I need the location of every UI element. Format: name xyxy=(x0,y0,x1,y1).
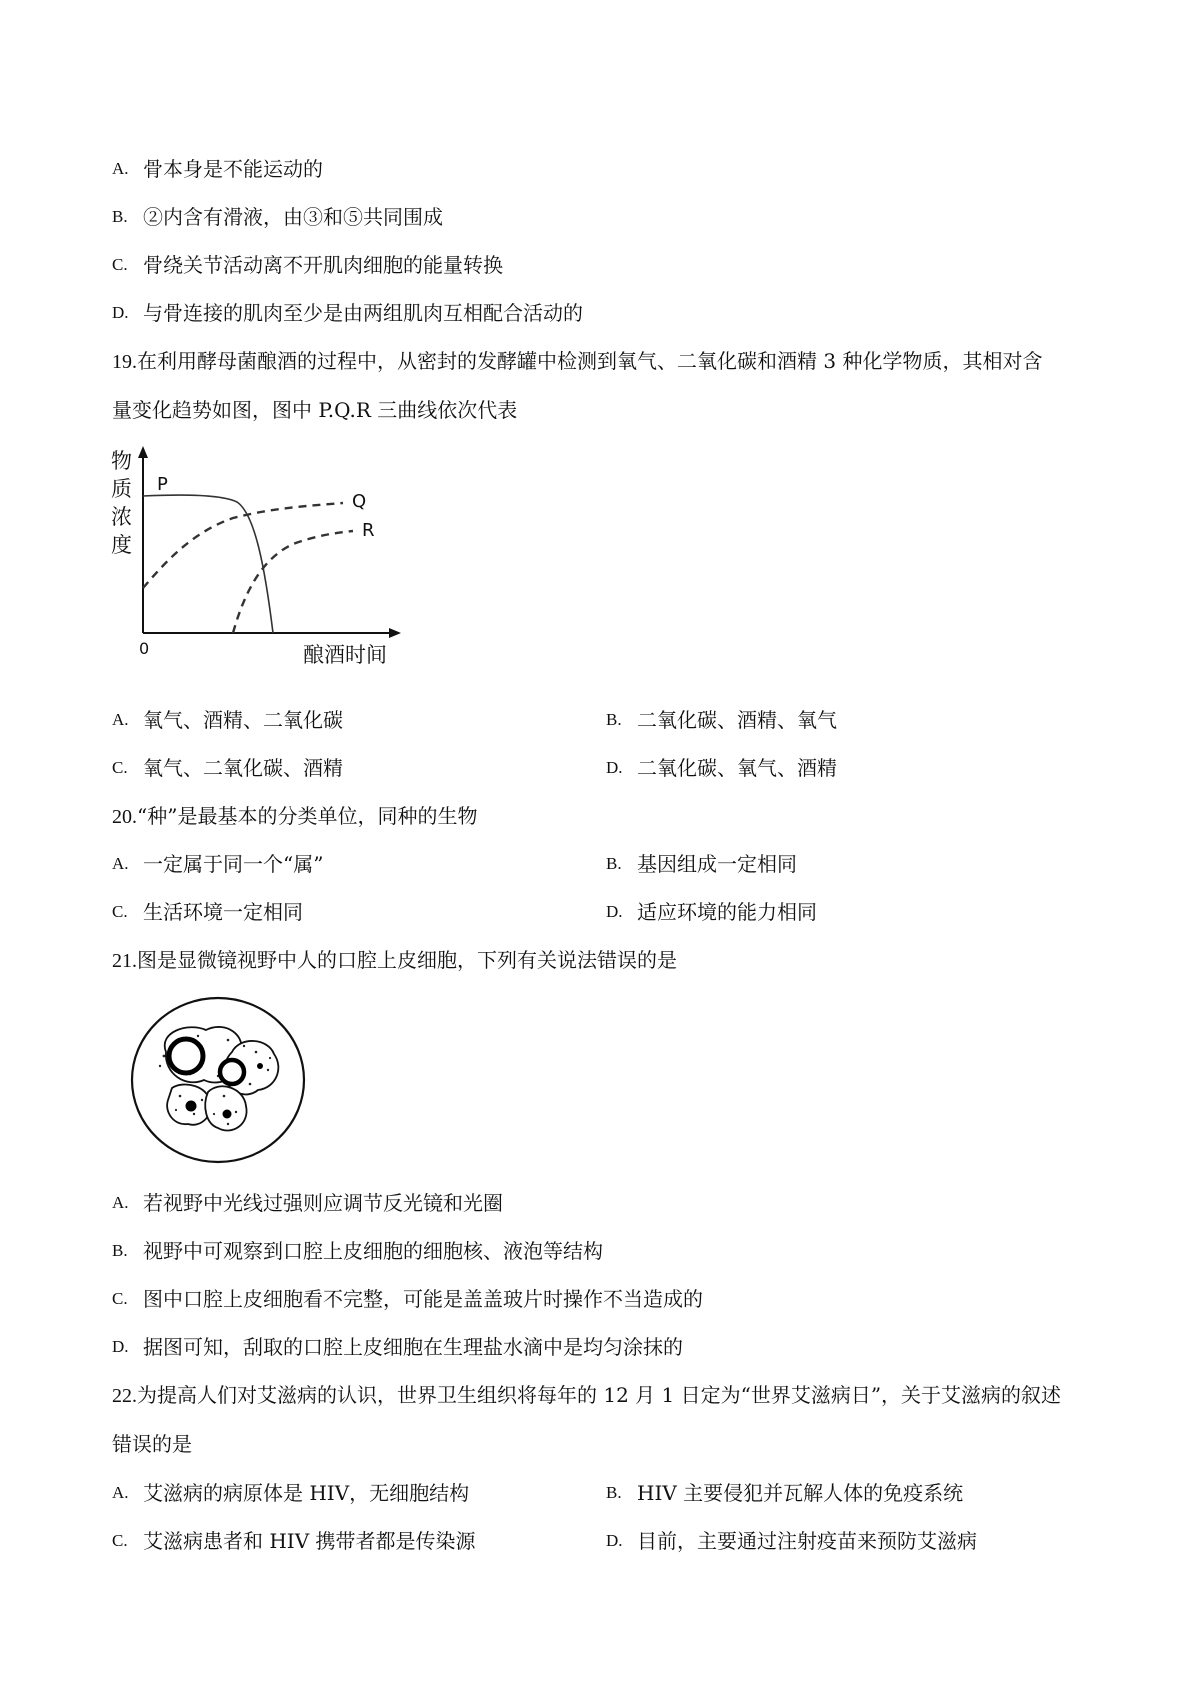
curve-q xyxy=(143,503,343,588)
option-text: 二氧化碳、氧气、酒精 xyxy=(637,756,837,780)
q21-stem xyxy=(112,948,677,973)
q19-concentration-graph xyxy=(105,440,445,680)
y-axis-label-char: 度 xyxy=(111,533,132,557)
option-letter: B. xyxy=(606,1483,622,1502)
option-letter: C. xyxy=(112,758,128,777)
cell-nucleus xyxy=(223,1110,232,1119)
y-axis-label-char: 物 xyxy=(111,449,132,473)
option-letter: D. xyxy=(606,1531,623,1550)
epithelial-cell xyxy=(205,1086,246,1130)
option-text: 艾滋病的病原体是 HIV，无细胞结构 xyxy=(143,1481,470,1505)
x-axis-label: 酿酒时间 xyxy=(303,643,387,667)
cell-nucleus xyxy=(257,1063,263,1069)
option-letter: A. xyxy=(112,1483,129,1502)
option-text: 一定属于同一个“属” xyxy=(143,852,324,876)
question-number: 19. xyxy=(112,351,137,373)
option-text: 二氧化碳、酒精、氧气 xyxy=(637,708,837,732)
option-letter: B. xyxy=(112,207,128,226)
option-text: 氧气、酒精、二氧化碳 xyxy=(143,708,343,732)
curve-r-label: R xyxy=(362,520,375,541)
q22-stem-line2 xyxy=(112,1432,192,1456)
option-text: 适应环境的能力相同 xyxy=(637,900,817,924)
question-text: “种”是最基本的分类单位，同种的生物 xyxy=(137,804,478,828)
option-text: 骨本身是不能运动的 xyxy=(143,157,323,181)
question-text: 为提高人们对艾滋病的认识，世界卫生组织将每年的 12 月 1 日定为“世界艾滋病日”，关于艾滋病的叙述 xyxy=(137,1383,1062,1407)
option-text: ②内含有滑液，由③和⑤共同围成 xyxy=(143,205,443,229)
option-letter: C. xyxy=(112,902,128,921)
air-bubble xyxy=(220,1060,244,1084)
origin-label: 0 xyxy=(139,639,150,658)
option-text: 图中口腔上皮细胞看不完整，可能是盖盖玻片时操作不当造成的 xyxy=(143,1287,703,1311)
option-letter: C. xyxy=(112,1289,128,1308)
curve-p xyxy=(143,495,273,633)
question-number: 21. xyxy=(112,950,137,972)
q19-stem-line2 xyxy=(112,398,517,422)
option-text: 与骨连接的肌肉至少是由两组肌肉互相配合活动的 xyxy=(143,301,583,325)
option-text: 生活环境一定相同 xyxy=(143,900,303,924)
q22-stem-line1 xyxy=(112,1383,1061,1408)
question-number: 22. xyxy=(112,1385,137,1407)
question-text: 量变化趋势如图，图中 P.Q.R 三曲线依次代表 xyxy=(112,398,518,422)
option-letter: D. xyxy=(112,1337,129,1356)
y-axis-arrow xyxy=(138,446,148,458)
option-text: 目前，主要通过注射疫苗来预防艾滋病 xyxy=(637,1529,977,1553)
option-text: 基因组成一定相同 xyxy=(637,852,797,876)
curve-q-label: Q xyxy=(352,491,367,512)
option-letter: B. xyxy=(606,854,622,873)
option-text: 据图可知，刮取的口腔上皮细胞在生理盐水滴中是均匀涂抹的 xyxy=(143,1335,683,1359)
curve-r xyxy=(233,531,353,633)
option-letter: A. xyxy=(112,854,129,873)
option-letter: D. xyxy=(606,758,623,777)
cell-nucleus xyxy=(186,1101,197,1112)
question-text: 图是显微镜视野中人的口腔上皮细胞，下列有关说法错误的是 xyxy=(137,948,677,972)
option-text: 骨绕关节活动离不开肌肉细胞的能量转换 xyxy=(143,253,503,277)
option-letter: A. xyxy=(112,1193,129,1212)
x-axis-arrow xyxy=(389,628,401,638)
option-letter: C. xyxy=(112,1531,128,1550)
option-letter: C. xyxy=(112,255,128,274)
option-letter: D. xyxy=(112,303,129,322)
option-letter: B. xyxy=(112,1241,128,1260)
option-letter: A. xyxy=(112,159,129,178)
option-text: 艾滋病患者和 HIV 携带者都是传染源 xyxy=(143,1529,476,1553)
question-text: 错误的是 xyxy=(112,1432,192,1456)
y-axis-label-char: 质 xyxy=(111,477,132,501)
option-text: 氧气、二氧化碳、酒精 xyxy=(143,756,343,780)
q20-stem xyxy=(112,804,477,829)
q21-microscope-field-figure xyxy=(128,996,308,1166)
option-text: HIV 主要侵犯并瓦解人体的免疫系统 xyxy=(637,1481,964,1505)
question-text: 在利用酵母菌酿酒的过程中，从密封的发酵罐中检测到氧气、二氧化碳和酒精 3 种化学物质，其相对含 xyxy=(137,349,1043,373)
option-letter: B. xyxy=(606,710,622,729)
air-bubble xyxy=(169,1039,203,1073)
option-letter: A. xyxy=(112,710,129,729)
q19-stem-line1 xyxy=(112,349,1042,374)
y-axis-label-char: 浓 xyxy=(111,505,132,529)
option-text: 若视野中光线过强则应调节反光镜和光圈 xyxy=(143,1191,503,1215)
curve-p-label: P xyxy=(157,474,168,495)
question-number: 20. xyxy=(112,806,137,828)
option-text: 视野中可观察到口腔上皮细胞的细胞核、液泡等结构 xyxy=(143,1239,603,1263)
option-letter: D. xyxy=(606,902,623,921)
